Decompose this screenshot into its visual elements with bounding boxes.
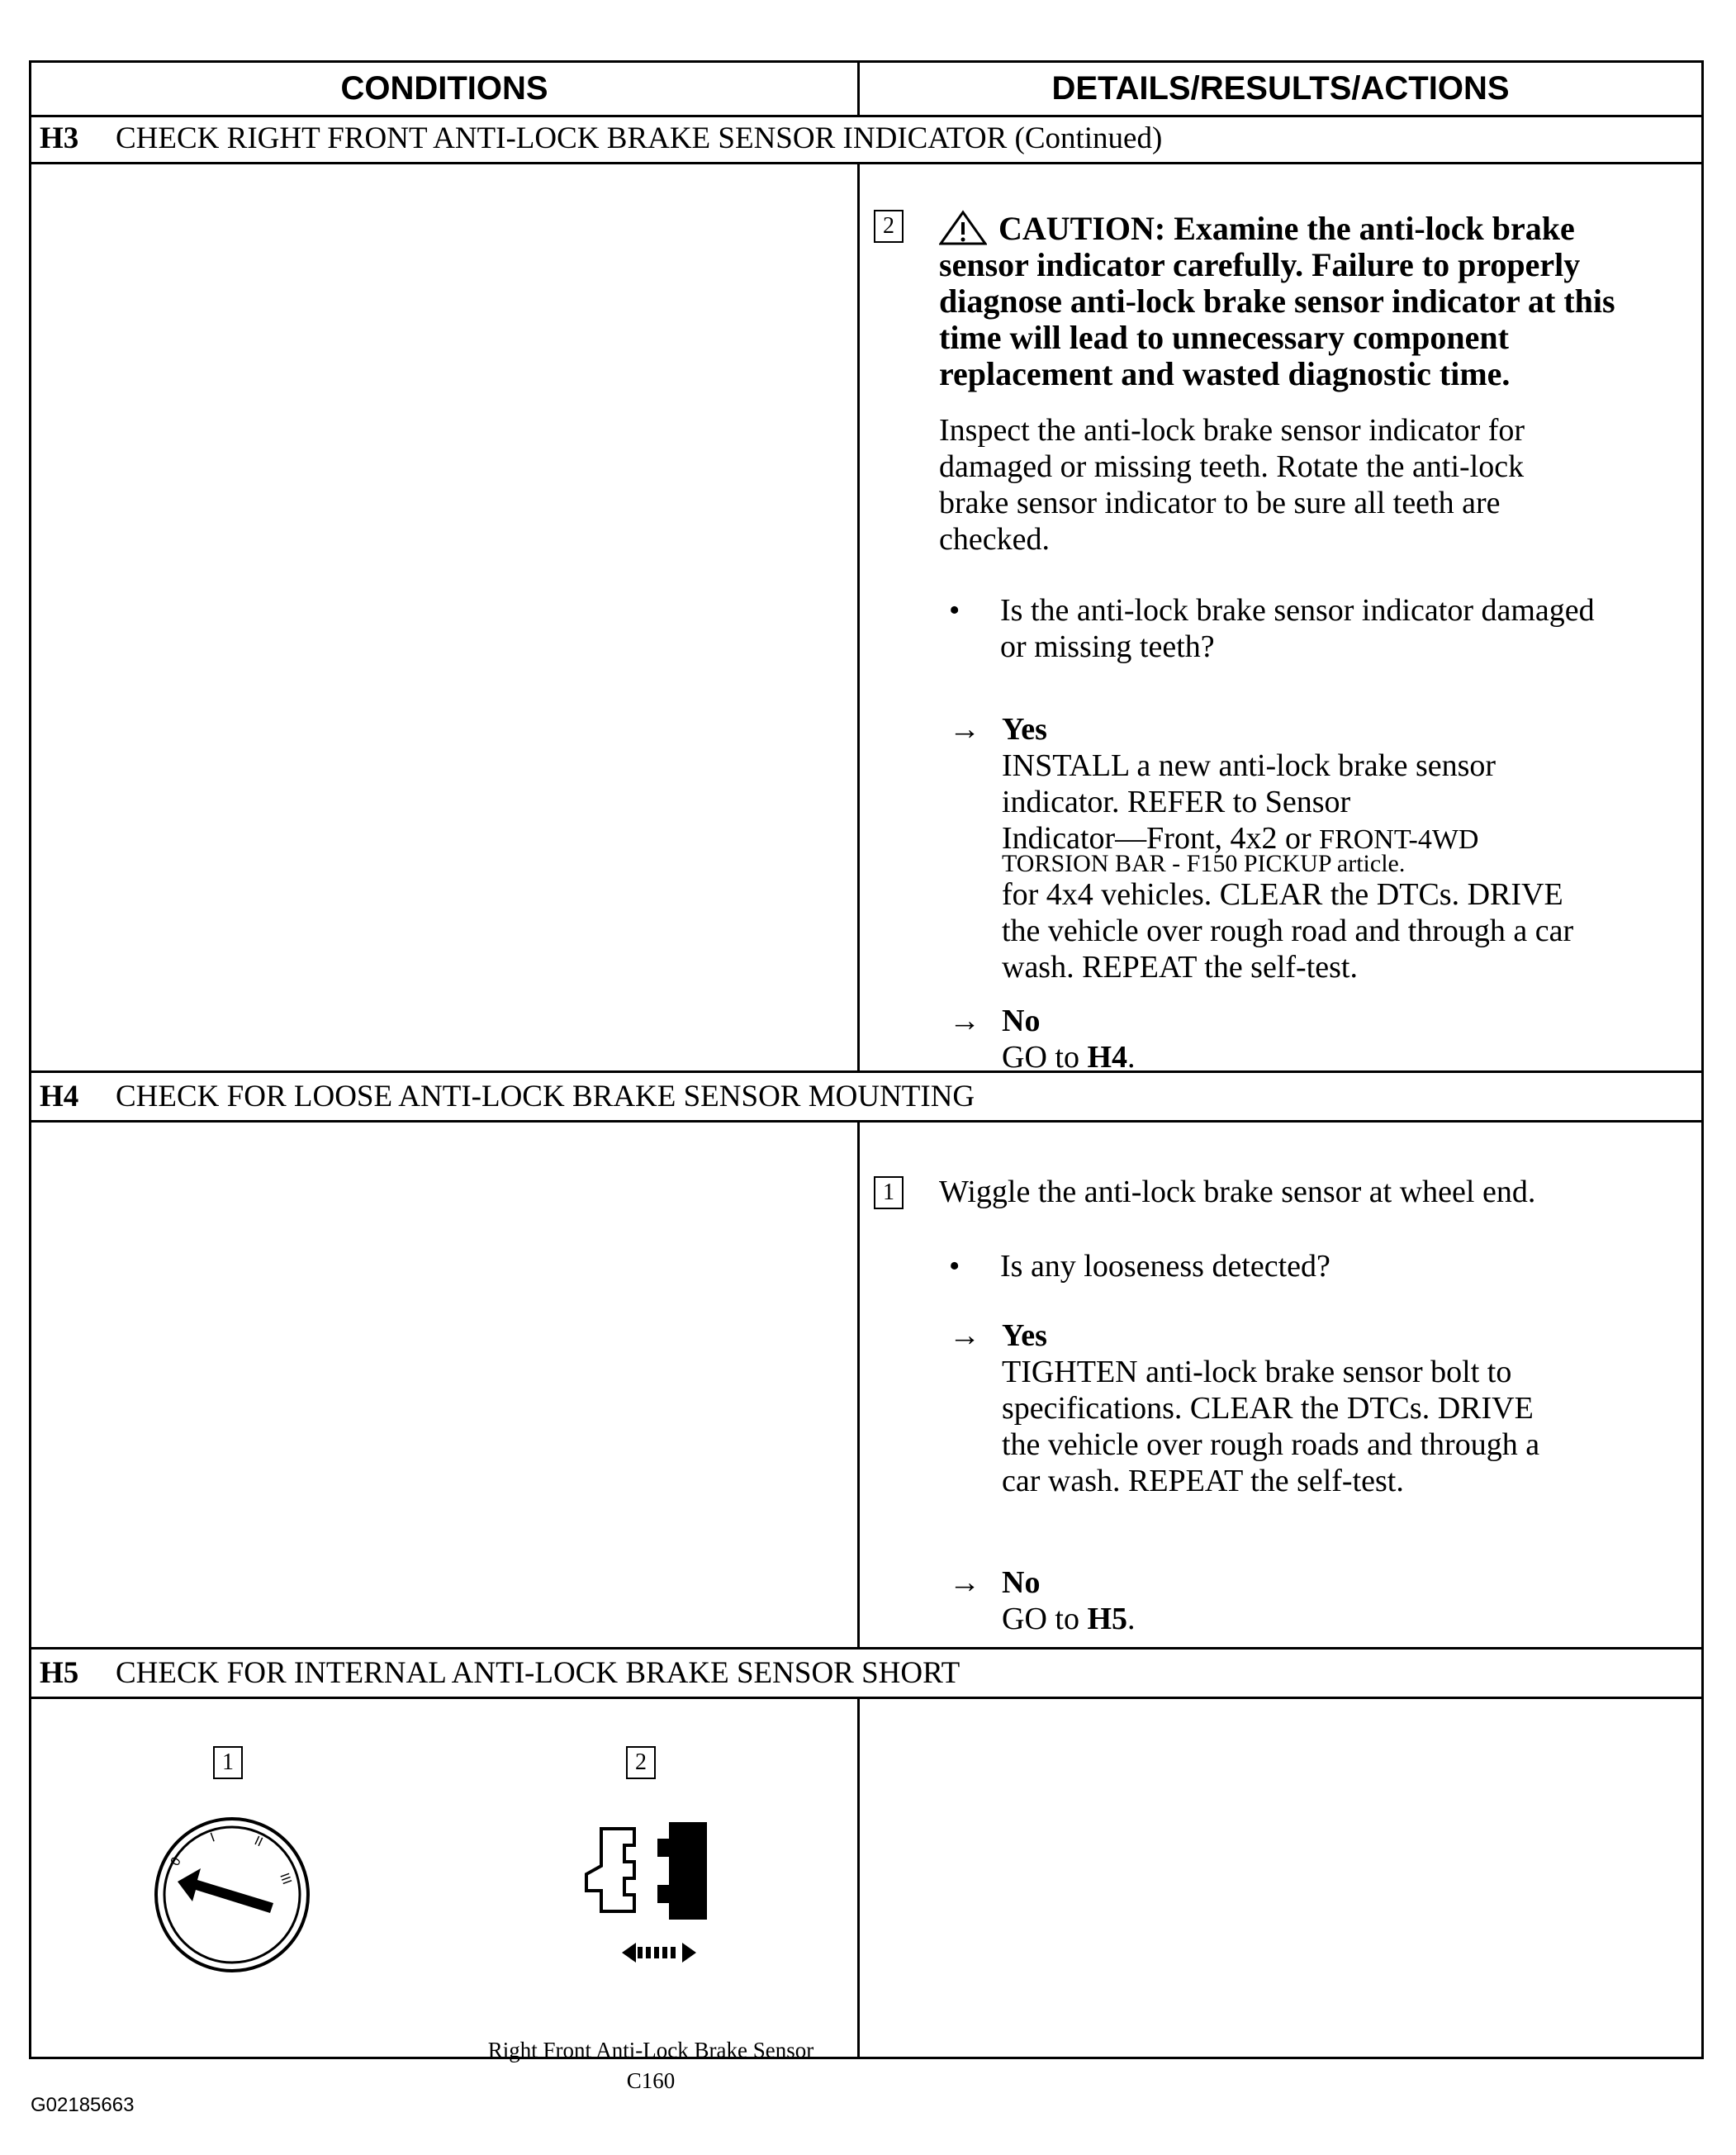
caption-line: Right Front Anti-Lock Brake Sensor [487,2038,814,2062]
figure-number-box: 1 [213,1746,243,1779]
yes-line: wash. REPEAT the self-test. [1002,950,1358,985]
column-divider [857,1699,860,2057]
step-h3-section [31,164,1701,1073]
caution-line: sensor indicator carefully. Failure to properly [939,246,1581,283]
yes-line: car wash. REPEAT the self-test. [1002,1464,1404,1498]
no-prefix: GO to [1002,1602,1079,1636]
yes-line: TIGHTEN anti-lock brake sensor bolt to [1002,1355,1512,1389]
step-h5-title-row [31,1649,1701,1699]
instruction-line: Inspect the anti-lock brake sensor indicator for [939,413,1525,448]
ignition-switch-icon [149,1812,315,1977]
yes-line: INSTALL a new anti-lock brake sensor [1002,748,1496,783]
yes-line: for 4x4 vehicles. CLEAR the DTCs. DRIVE [1002,877,1563,912]
no-label: No [1002,1004,1041,1038]
caution-text [939,211,1615,392]
inspection-instructions [939,412,1525,558]
yes-line: indicator. REFER to Sensor [1002,785,1351,819]
caution-line: diagnose anti-lock brake sensor indicator at this [939,282,1615,320]
details-cell [860,1123,1701,1647]
no-line [1002,1039,1136,1075]
yes-branch [1002,711,1573,985]
connector-icon [576,1812,742,1986]
step-number-box: 1 [874,1176,904,1209]
arrow-right-icon: → [949,1565,980,1600]
yes-branch [1002,1317,1539,1499]
details-cell [860,164,1701,1075]
arrow-right-icon: → [949,712,980,747]
caution-line: replacement and wasted diagnostic time. [939,355,1511,392]
caption-line: C160 [626,2068,676,2093]
no-branch [1002,1003,1136,1075]
figure-number-box: 2 [626,1746,656,1779]
svg-text:III: III [277,1871,294,1887]
step-h4-section [31,1123,1701,1649]
step-id: H3 [40,121,79,155]
yes-label: Yes [1002,1318,1047,1353]
conditions-header: CONDITIONS [31,63,860,115]
step-title: CHECK FOR INTERNAL ANTI-LOCK BRAKE SENSOR SHORT [116,1656,960,1690]
goto-target: H5 [1087,1602,1128,1636]
diagnostic-table [29,60,1704,2093]
svg-text:0: 0 [168,1854,184,1868]
yes-ref-inline: FRONT-4WD [1319,824,1479,855]
no-suffix: . [1127,1040,1136,1075]
no-suffix: . [1127,1602,1136,1636]
step-h3-title-row [31,115,1701,164]
question-line: or missing teeth? [1000,629,1215,664]
yes-line: specifications. CLEAR the DTCs. DRIVE [1002,1391,1534,1426]
step-id: H5 [40,1656,79,1690]
step-title: CHECK FOR LOOSE ANTI-LOCK BRAKE SENSOR MOUNTING [116,1080,975,1113]
yes-line-text: Indicator—Front, 4x2 or [1002,821,1311,856]
svg-text:II: II [252,1834,265,1850]
no-branch [1002,1564,1136,1637]
figure-caption [444,2038,857,2094]
instruction-line: checked. [939,522,1050,557]
figure-code: G02185663 [31,2094,135,2116]
bullet-icon: • [949,1249,960,1284]
bullet-icon: • [949,593,960,628]
arrow-right-icon: → [949,1318,980,1353]
no-line [1002,1601,1136,1637]
goto-target: H4 [1087,1040,1128,1075]
table-header [31,63,1701,117]
step-title: CHECK RIGHT FRONT ANTI-LOCK BRAKE SENSOR INDICATOR (Continued) [116,121,1163,155]
caution-line: CAUTION: Examine the anti-lock brake [998,210,1575,247]
yes-line: the vehicle over rough roads and through a [1002,1427,1540,1462]
yes-ref-line: TORSION BAR - F150 PICKUP article. [1002,850,1406,877]
yes-line: the vehicle over rough road and through a car [1002,914,1574,948]
yes-label: Yes [1002,712,1047,747]
instruction-line: brake sensor indicator to be sure all teeth are [939,486,1501,520]
no-label: No [1002,1565,1041,1600]
details-header: DETAILS/RESULTS/ACTIONS [1051,70,1510,107]
instruction-line: damaged or missing teeth. Rotate the anti-lock [939,449,1525,484]
caution-line: time will lead to unnecessary component [939,319,1509,356]
question-text [1000,592,1595,665]
arrow-right-icon: → [949,1004,980,1038]
step-number-box: 2 [874,210,904,243]
step-h5-section [31,1699,1701,2093]
question-text: Is any looseness detected? [1000,1249,1330,1284]
instruction-text: Wiggle the anti-lock brake sensor at wheel end. [939,1175,1536,1209]
step-id: H4 [40,1080,79,1113]
question-line: Is the anti-lock brake sensor indicator damaged [1000,593,1595,628]
no-prefix: GO to [1002,1040,1079,1075]
step-h4-title-row [31,1073,1701,1123]
svg-text:I: I [208,1830,217,1845]
